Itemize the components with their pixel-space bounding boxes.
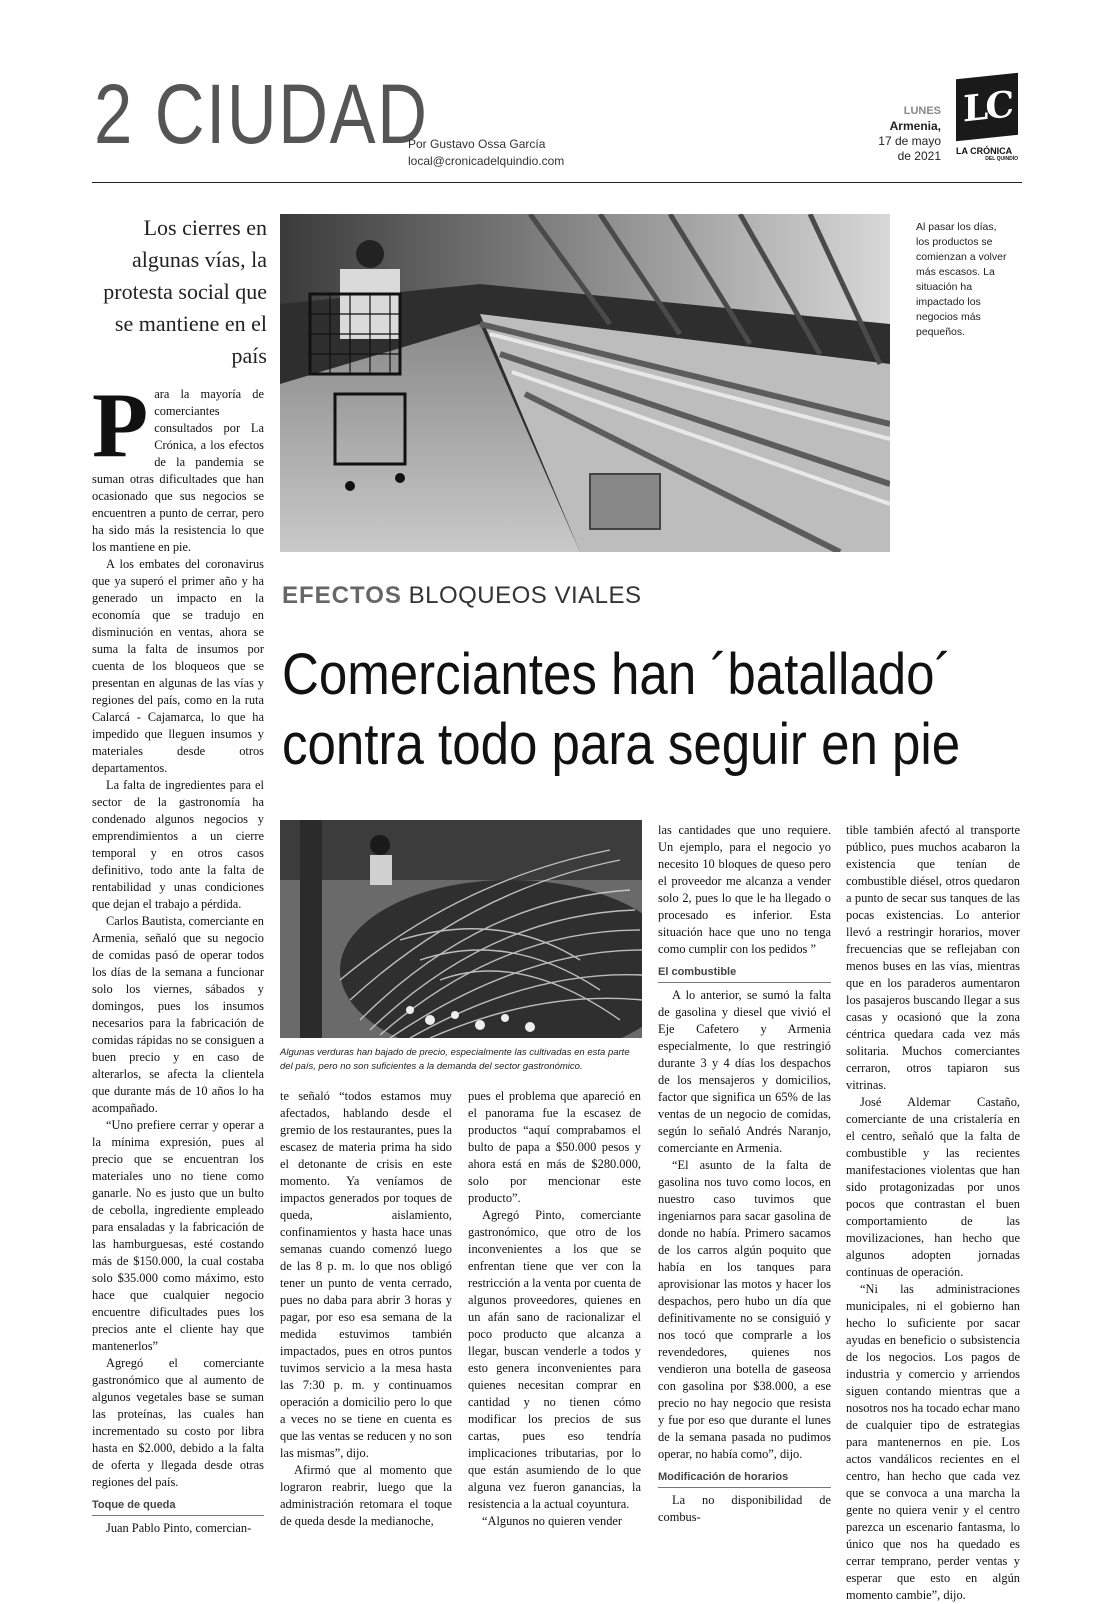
paragraph: A lo anterior, se sumó la falta de gasolina y diesel que vivió el Eje Cafetero y Armenia especialmente, lo que restringió durante 3 y 4 días los despachos de los mensajeros y domicilios, factor que significa un 65% de las ventas de un negocio de comidas, según lo señaló Andrés Naranjo, comerciante en Armenia. <box>658 988 831 1155</box>
bottom-photo-caption: Algunas verduras han bajado de precio, especialmente las cultivadas en esta parte del país, pero no son suficientes a la demanda del sector gastronómico. <box>280 1047 630 1072</box>
kicker-strong: EFECTOS <box>282 582 402 609</box>
empty-shelves-image <box>280 214 890 552</box>
headline <box>282 640 961 780</box>
kicker <box>282 582 642 610</box>
paragraph: “Ni las administraciones municipales, ni el gobierno han hecho lo suficiente por sacar ayudas en beneficio o subsistencia de los negocios. Los pagos de industria y comercio y arriendos siguen contando mientras que a nosotros nos ha tocado echar mano de cualquier tipo de estrategias para mantenernos en pie. Los actos vandálicos recientes en el centro, han hecho que cada vez que se convoca a una marcha la gente no quiera venir y el centro parezca un escenario fantasma, lo único que nos ha quedado es cerrar temprano, perder ventas y esperar que esto en algún momento cambie”, dijo. <box>846 1282 1020 1602</box>
paragraph: Juan Pablo Pinto, comercian- <box>106 1521 252 1535</box>
paragraph: Agregó el comerciante gastronómico que al aumento de algunos vegetales base se suman las proteínas, las cuales han incrementado su costo por libra hasta en $2.000, debido a la falta de oferta y llegada desde otras regiones del país. <box>92 1356 264 1489</box>
market-onions-image <box>280 820 642 1038</box>
paragraph: pues el problema que apareció en el panorama fue la escasez de productos “aquí comprabamos el bulto de papa a $50.000 pesos y ahora está en más de $280.000, solo por mencionar este producto”. <box>468 1089 641 1205</box>
paragraph: Agregó Pinto, comerciante gastronómico, que otro de los inconvenientes a los que se enfrentan tiene que ver con la restricción a la venta por cuenta de algunos proveedores, quienes en un afán sano de racionalizar el poco producto que alcanza a llegar, buscan venderle a todos y esto genera inconvenientes para quienes necesitan comprar en cantidad y no tienen cómo modificar los precios de sus cartas, pues eso tendría implicaciones tributarias, por lo que están asumiendo de lo que alguna vez fueron ganancias, la resistencia a la actual coyuntura. <box>468 1208 641 1511</box>
paragraph: Para la mayoría de comerciantes consultados por La Crónica, a los efectos de la pandemia se suman otras dificultades que han ocasionado que sus negocios se encuentren a punto de cerrar, pero ha sido más la resistencia lo que los mantiene en pie. <box>92 374 264 554</box>
paragraph: “Uno prefiere cerrar y operar a la mínima expresión, pues al precio que se encuentran los materiales uno no tiene como ganarle. No es justo que un bulto de cebolla, ingrediente empleado para ensaladas y la fabricación de las hamburguesas, esté costando más de $150.000, la cual costaba solo $35.000 como máximo, esto hace que cualquier negocio encuentre dificultades pues los precios ante el cliente hay que mantenerlos” <box>92 1118 264 1353</box>
headline-line-2: contra todo para seguir en pie <box>282 712 961 777</box>
paragraph: José Aldemar Castaño, comerciante de una cristalería en el centro, señaló que la falta de combustible y las recientes manifestaciones violentas que han sido protagonizadas por unos pocos que contrastan el buen comportamiento de las movilizaciones, han hecho que algunos adopten jornadas continuas de operación. <box>846 1095 1020 1279</box>
column-4 <box>658 822 831 1526</box>
column-1 <box>92 374 264 1537</box>
column-5 <box>846 822 1020 1604</box>
paragraph: Afirmó que al momento que lograron reabrir, luego que la administración retomara el toque de queda desde la medianoche, <box>280 1463 452 1528</box>
article-deck: Los cierres en algunas vías, la protesta social que se mantiene en el país <box>103 215 267 368</box>
section-number: 2 <box>94 67 134 161</box>
paragraph: A los embates del coronavirus que ya superó el primer año y ha generado un impacto en la economía que se tradujo en disminución en ventas, ahora se suma la falta de insumos por cuenta de los bloqueos que se presentan en algunas de las vías y regiones del país, como en la ruta Calarcá - Cajamarca, lo que ha impedido que lleguen insumos y materiales desde otros departamentos. <box>92 557 264 775</box>
logo-mark: LC <box>956 73 1018 142</box>
paragraph: te señaló “todos estamos muy afectados, hablando desde el gremio de los restaurantes, pues la escasez de materia prima ha sido el detonante de crisis en este momento. Ya veníamos de impactos generados por toques de queda, aislamiento, confinamientos y hasta hace unas semanas cuando comenzó luego de las 8 p. m. lo que nos obligó tener un punto de venta cerrado, pues no daba para abrir 3 horas y pagar, por eso esa semana de la medida estuvimos también impactados, pues en otros puntos tuvimos servicio a la mesa hasta las 7:30 p. m. y continuamos operación a domicilio pero lo que a veces no se tiene en cuenta es que las ventas se reducen y no son las mismas”, dijo. <box>280 1089 452 1460</box>
headline-line-1: Comerciantes han ´batallado´ <box>282 642 952 707</box>
bottom-photo <box>280 820 642 1038</box>
section-name: CIUDAD <box>154 67 429 161</box>
paragraph: tible también afectó al transporte público, pues muchos acabaron la existencia que tenían de combustible diésel, otros quedaron a punto de secar sus tanques de las pocas existencias. Lo anterior llevó a restringir horarios, mover frecuencias que se reflejaban con menos buses en las vías, mientras que en los paraderos aumentaron los pasajeros buscando llegar a sus casas y ocasionó que la zona céntrica quedara cada vez más solitaria. Muchos comerciantes cerraron, otros tapiaron sus vitrinas. <box>846 823 1020 1092</box>
paragraph: La no disponibilidad de combus- <box>658 1493 831 1524</box>
paragraph: La falta de ingredientes para el sector de la gastronomía ha condenado algunos negocios y emprendimientos a un cierre temporal y en otros casos definitivo, todo ante la falta de rentabilidad y unas condiciones que dejan el trabajo a pérdida. <box>92 778 264 911</box>
date-block <box>878 104 941 164</box>
section-title <box>94 67 429 161</box>
drop-cap: P <box>92 374 149 476</box>
byline-block <box>408 136 564 170</box>
paragraph: Carlos Bautista, comerciante en Armenia, señaló que su negocio de comidas pasó de operar todos los días de la semana a funcionar solo los viernes, sábados y domingos, pues los insumos necesarios para la fabricación de comidas rápidas no se consiguen a buen precio y en caso de alterarlos, se afecta la clientela que durante más de 10 años lo ha acompañado. <box>92 914 264 1115</box>
paragraph: las cantidades que uno requiere. Un ejemplo, para el negocio yo necesito 10 bloques de queso pero el proveedor me alcanza a vender solo 2, pues lo que le ha llegado o procesado es inferior. Esta situación hace que uno no tenga como cumplir con los pedidos ” <box>658 823 831 956</box>
header-rule <box>92 182 1022 183</box>
subhead-combustible: El combustible <box>658 964 831 983</box>
logo-name: LA CRÓNICA <box>956 146 1013 156</box>
logo-subtitle: DEL QUINDÍO <box>985 156 1018 162</box>
kicker-rest: BLOQUEOS VIALES <box>408 582 642 609</box>
date-line-1: 17 de mayo <box>878 134 941 148</box>
paragraph: “Algunos no quieren vender <box>482 1514 623 1528</box>
weekday: LUNES <box>903 105 941 117</box>
top-photo-caption: Al pasar los días, los productos se comienzan a volver más escasos. La situación ha impactado los negocios más pequeños. <box>916 221 1007 338</box>
paragraph: “El asunto de la falta de gasolina nos tuvo como locos, en nuestro caso tuvimos que ingeniarnos para sacar gasolina de donde no había. Primero sacamos de los carros algún poquito que había en los tanques para aprovisionar las motos y hacer los despachos, pero hubo un día que definitivamente no se consiguió y nos tocó que comprarle a los revendedores, quienes nos vendieron una botella de gaseosa con gasolina por $38.000, a ese precio no hay negocio que resista y fue por eso que durante el lunes de la semana pasada no pudimos operar, no había como”, dijo. <box>658 1158 831 1461</box>
column-3 <box>468 1088 641 1530</box>
dateline-city: Armenia, <box>889 119 941 133</box>
subhead-toque-de-queda: Toque de queda <box>92 1497 264 1516</box>
column-2 <box>280 1088 452 1530</box>
subhead-horarios: Modificación de horarios <box>658 1469 831 1488</box>
top-photo <box>280 214 890 552</box>
newspaper-logo <box>956 76 1026 162</box>
author-email[interactable]: local@cronicadelquindio.com <box>408 154 565 168</box>
date-line-2: de 2021 <box>897 149 941 163</box>
byline: Por Gustavo Ossa García <box>408 137 546 151</box>
